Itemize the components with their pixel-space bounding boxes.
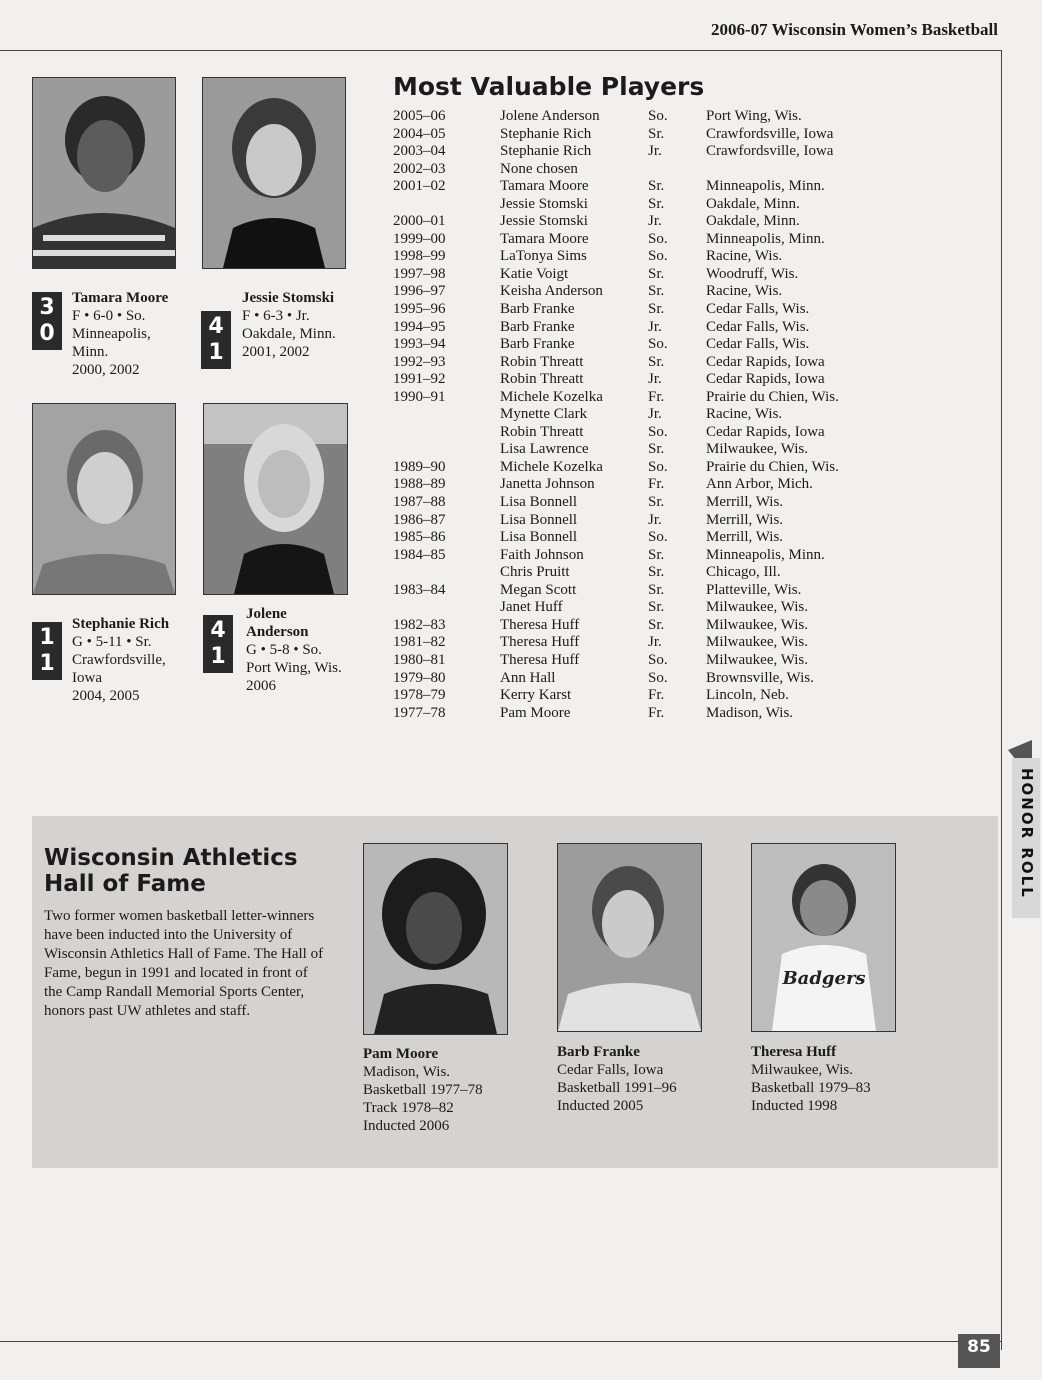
mvp-season: 1998–99 (393, 248, 446, 265)
mvp-class: Jr. (648, 634, 662, 651)
mvp-row (393, 406, 913, 424)
mvp-row (393, 424, 913, 442)
mvp-hometown: Cedar Rapids, Iowa (706, 353, 825, 370)
mvp-row (393, 371, 913, 389)
mvp-class: Sr. (648, 494, 665, 511)
jersey-number-badge: 1 1 (32, 622, 62, 680)
mvp-player-name: Keisha Anderson (500, 283, 603, 300)
mvp-class: Sr. (648, 441, 665, 458)
mvp-player-name: Michele Kozelka (500, 388, 603, 405)
mvp-season: 1982–83 (393, 616, 446, 633)
photo-stephanie-rich (32, 403, 176, 595)
photo-jessie-stomski (202, 77, 346, 269)
mvp-hometown: Milwaukee, Wis. (706, 634, 809, 651)
mvp-player-name: Barb Franke (500, 318, 575, 335)
mvp-player-name: Tamara Moore (500, 178, 589, 195)
mvp-player-name: Lisa Lawrence (500, 441, 589, 458)
mvp-player-name: Mynette Clark (500, 406, 588, 423)
mvp-season: 2000–01 (393, 213, 446, 230)
honor-roll-tab-label: HONOR ROLL (1018, 768, 1036, 899)
right-rule (1001, 50, 1002, 1350)
mvp-player-name: Faith Johnson (500, 546, 584, 563)
mvp-hometown: Oakdale, Minn. (706, 213, 800, 230)
mvp-season: 1996–97 (393, 283, 446, 300)
mvp-row (393, 319, 913, 337)
mvp-player-name: Lisa Bonnell (500, 494, 578, 511)
mvp-season: 2002–03 (393, 160, 446, 177)
mvp-season: 1985–86 (393, 529, 446, 546)
mvp-hometown: Chicago, Ill. (706, 564, 781, 581)
mvp-player-name: Barb Franke (500, 301, 575, 318)
photo-tamara-moore (32, 77, 176, 269)
mvp-class: Jr. (648, 143, 662, 160)
jersey-number-badge: 4 1 (203, 615, 233, 673)
mvp-class: Sr. (648, 125, 665, 142)
mvp-row (393, 705, 913, 723)
photo-jolene-anderson (203, 403, 348, 595)
mvp-row (393, 248, 913, 266)
mvp-row (393, 634, 913, 652)
player-caption-tamara-moore: Tamara Moore F • 6-0 • So. Minneapolis, Minn. 2000, 2002 (72, 290, 169, 378)
mvp-title: Most Valuable Players (393, 72, 705, 101)
mvp-hometown: Cedar Rapids, Iowa (706, 371, 825, 388)
mvp-row (393, 196, 913, 214)
mvp-player-name: Jessie Stomski (500, 195, 588, 212)
mvp-row (393, 389, 913, 407)
mvp-player-name: Chris Pruitt (500, 564, 570, 581)
mvp-season: 1984–85 (393, 546, 446, 563)
mvp-row (393, 599, 913, 617)
mvp-player-name: Robin Threatt (500, 353, 584, 370)
header-rule (0, 50, 1002, 51)
mvp-player-name: Robin Threatt (500, 423, 584, 440)
mvp-row (393, 266, 913, 284)
mvp-hometown: Lincoln, Neb. (706, 687, 789, 704)
mvp-class: Sr. (648, 546, 665, 563)
mvp-row (393, 459, 913, 477)
mvp-class: Jr. (648, 511, 662, 528)
mvp-hometown: Woodruff, Wis. (706, 265, 799, 282)
mvp-hometown: Cedar Rapids, Iowa (706, 423, 825, 440)
mvp-hometown: Prairie du Chien, Wis. (706, 388, 839, 405)
mvp-player-name: Pam Moore (500, 704, 571, 721)
mvp-row (393, 547, 913, 565)
mvp-class: Sr. (648, 283, 665, 300)
mvp-season: 1994–95 (393, 318, 446, 335)
player-caption-jolene-anderson: Jolene Anderson G • 5-8 • So. Port Wing, Wis. 2006 (246, 606, 342, 694)
photo-theresa-huff (751, 843, 896, 1032)
mvp-row (393, 283, 913, 301)
mvp-season: 2005–06 (393, 108, 446, 124)
mvp-class: Jr. (648, 406, 662, 423)
mvp-player-name: Stephanie Rich (500, 143, 592, 160)
mvp-player-name: Janetta Johnson (500, 476, 595, 493)
mvp-season: 1987–88 (393, 494, 446, 511)
mvp-season: 1989–90 (393, 458, 446, 475)
mvp-hometown: Racine, Wis. (706, 283, 783, 300)
mvp-class: Jr. (648, 318, 662, 335)
mvp-hometown: Ann Arbor, Mich. (706, 476, 813, 493)
mvp-class: Fr. (648, 476, 665, 493)
mvp-class: Sr. (648, 564, 665, 581)
mvp-season: 2003–04 (393, 143, 446, 160)
mvp-hometown: Cedar Falls, Wis. (706, 301, 810, 318)
mvp-class: Fr. (648, 704, 665, 721)
mvp-player-name: LaTonya Sims (500, 248, 587, 265)
mvp-row (393, 617, 913, 635)
mvp-row (393, 143, 913, 161)
mvp-class: So. (648, 336, 668, 353)
mvp-class: Jr. (648, 213, 662, 230)
mvp-season: 1988–89 (393, 476, 446, 493)
mvp-player-name: Stephanie Rich (500, 125, 592, 142)
photo-pam-moore (363, 843, 508, 1035)
mvp-hometown: Prairie du Chien, Wis. (706, 458, 839, 475)
mvp-row (393, 126, 913, 144)
mvp-hometown: Madison, Wis. (706, 704, 794, 721)
mvp-season: 1991–92 (393, 371, 446, 388)
mvp-hometown: Platteville, Wis. (706, 581, 802, 598)
mvp-player-name: Theresa Huff (500, 616, 580, 633)
mvp-season: 2001–02 (393, 178, 446, 195)
mvp-player-name: Theresa Huff (500, 634, 580, 651)
mvp-season: 1993–94 (393, 336, 446, 353)
mvp-class: So. (648, 423, 668, 440)
mvp-row (393, 213, 913, 231)
mvp-class: Sr. (648, 581, 665, 598)
photo-barb-franke (557, 843, 702, 1032)
mvp-class: Sr. (648, 265, 665, 282)
mvp-player-name: Theresa Huff (500, 651, 580, 668)
mvp-hometown: Minneapolis, Minn. (706, 230, 825, 247)
mvp-player-name: Jessie Stomski (500, 213, 588, 230)
mvp-row (393, 354, 913, 372)
mvp-hometown: Minneapolis, Minn. (706, 546, 825, 563)
mvp-class: So. (648, 248, 668, 265)
mvp-hometown: Milwaukee, Wis. (706, 599, 809, 616)
mvp-class: Sr. (648, 353, 665, 370)
mvp-hometown: Merrill, Wis. (706, 529, 784, 546)
mvp-season: 1977–78 (393, 704, 446, 721)
mvp-class: So. (648, 529, 668, 546)
hall-of-fame-description: Two former women basketball letter-winners have been inducted into the University of Wisconsin Athletics Hall of Fame. The Hall of Fame, begun in 1991 and located in front of the Camp Randall Memorial Sports Center, honors past UW athletes and staff. (44, 908, 324, 1019)
mvp-class: So. (648, 651, 668, 668)
mvp-class: Sr. (648, 616, 665, 633)
mvp-season: 1979–80 (393, 669, 446, 686)
mvp-season: 1980–81 (393, 651, 446, 668)
mvp-hometown: Minneapolis, Minn. (706, 178, 825, 195)
mvp-row (393, 529, 913, 547)
mvp-row (393, 476, 913, 494)
mvp-player-name: Jolene Anderson (500, 108, 600, 124)
mvp-table (393, 108, 913, 722)
mvp-row (393, 301, 913, 319)
mvp-hometown: Crawfordsville, Iowa (706, 125, 834, 142)
mvp-season: 1999–00 (393, 230, 446, 247)
mvp-class: Fr. (648, 687, 665, 704)
mvp-class: So. (648, 108, 668, 124)
mvp-season: 1986–87 (393, 511, 446, 528)
mvp-row (393, 441, 913, 459)
mvp-hometown: Milwaukee, Wis. (706, 616, 809, 633)
inductee-caption-pam-moore: Pam Moore Madison, Wis. Basketball 1977–78 Track 1978–82 Inducted 2006 (363, 1046, 483, 1134)
mvp-hometown: Port Wing, Wis. (706, 108, 802, 124)
mvp-player-name: None chosen (500, 160, 578, 177)
mvp-class: Sr. (648, 178, 665, 195)
player-caption-stephanie-rich: Stephanie Rich G • 5-11 • Sr. Crawfordsville, Iowa 2004, 2005 (72, 616, 170, 704)
mvp-hometown: Milwaukee, Wis. (706, 651, 809, 668)
mvp-hometown: Oakdale, Minn. (706, 195, 800, 212)
mvp-player-name: Katie Voigt (500, 265, 569, 282)
mvp-player-name: Ann Hall (500, 669, 556, 686)
mvp-player-name: Lisa Bonnell (500, 511, 578, 528)
header-title: 2006-07 Wisconsin Women’s Basketball (710, 20, 998, 39)
mvp-row (393, 670, 913, 688)
mvp-row (393, 161, 913, 179)
mvp-player-name: Megan Scott (500, 581, 577, 598)
mvp-hometown: Cedar Falls, Wis. (706, 318, 810, 335)
mvp-row (393, 336, 913, 354)
mvp-season: 1981–82 (393, 634, 446, 651)
mvp-row (393, 494, 913, 512)
mvp-player-name: Kerry Karst (500, 687, 572, 704)
inductee-caption-barb-franke: Barb Franke Cedar Falls, Iowa Basketball 1991–96 Inducted 2005 (557, 1044, 677, 1114)
mvp-row (393, 564, 913, 582)
mvp-hometown: Milwaukee, Wis. (706, 441, 809, 458)
mvp-class: Sr. (648, 195, 665, 212)
player-caption-jessie-stomski: Jessie Stomski F • 6-3 • Jr. Oakdale, Minn. 2001, 2002 (242, 290, 336, 360)
mvp-season: 1978–79 (393, 687, 446, 704)
inductee-caption-theresa-huff: Theresa Huff Milwaukee, Wis. Basketball 1979–83 Inducted 1998 (751, 1044, 871, 1114)
mvp-season: 1995–96 (393, 301, 446, 318)
mvp-row (393, 231, 913, 249)
mvp-class: Sr. (648, 599, 665, 616)
mvp-hometown: Racine, Wis. (706, 248, 783, 265)
mvp-hometown: Merrill, Wis. (706, 511, 784, 528)
mvp-row (393, 512, 913, 530)
page-number: 85 (958, 1334, 1000, 1368)
mvp-hometown: Cedar Falls, Wis. (706, 336, 810, 353)
mvp-player-name: Lisa Bonnell (500, 529, 578, 546)
mvp-hometown: Brownsville, Wis. (706, 669, 814, 686)
mvp-player-name: Michele Kozelka (500, 458, 603, 475)
mvp-season: 1983–84 (393, 581, 446, 598)
mvp-class: Sr. (648, 301, 665, 318)
mvp-row (393, 652, 913, 670)
mvp-hometown: Crawfordsville, Iowa (706, 143, 834, 160)
mvp-season: 1997–98 (393, 265, 446, 282)
mvp-row (393, 582, 913, 600)
mvp-season: 1990–91 (393, 388, 446, 405)
mvp-row (393, 178, 913, 196)
mvp-class: So. (648, 669, 668, 686)
mvp-class: Fr. (648, 388, 665, 405)
jersey-number-badge: 4 1 (201, 311, 231, 369)
jersey-lettering: Badgers (782, 968, 866, 989)
mvp-player-name: Robin Threatt (500, 371, 584, 388)
mvp-season: 2004–05 (393, 125, 446, 142)
bottom-rule (0, 1341, 1002, 1342)
mvp-hometown: Racine, Wis. (706, 406, 783, 423)
mvp-row (393, 108, 913, 126)
mvp-player-name: Tamara Moore (500, 230, 589, 247)
mvp-player-name: Janet Huff (500, 599, 563, 616)
mvp-class: Jr. (648, 371, 662, 388)
mvp-hometown: Merrill, Wis. (706, 494, 784, 511)
hall-of-fame-title: Wisconsin Athletics Hall of Fame (44, 845, 298, 897)
mvp-player-name: Barb Franke (500, 336, 575, 353)
jersey-number-badge: 3 0 (32, 292, 62, 350)
mvp-row (393, 687, 913, 705)
mvp-class: So. (648, 458, 668, 475)
mvp-class: So. (648, 230, 668, 247)
mvp-season: 1992–93 (393, 353, 446, 370)
